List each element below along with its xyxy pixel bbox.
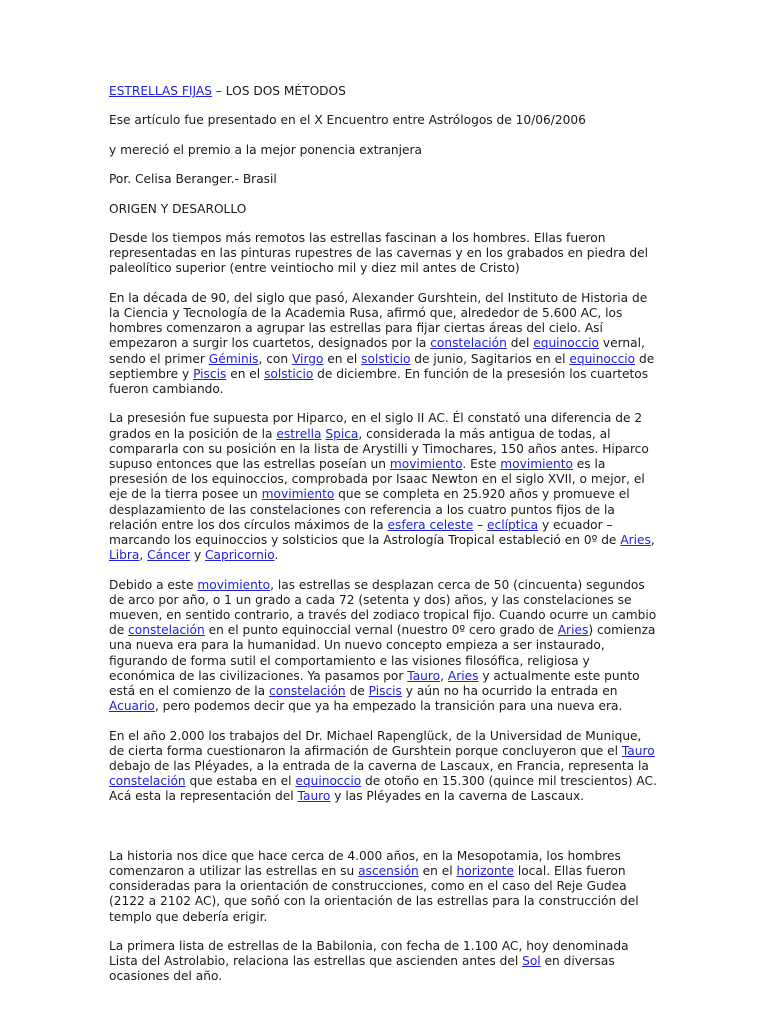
section-title: ORIGEN Y DESAROLLO [109,201,247,216]
text-run: es la presesión de los equinoccios, comprobada por Isaac Newton en el siglo XVII, o mejor, el eje de la tierra posee un [109,456,645,502]
text-run: Desde los tiempos más remotos las estrellas fascinan a los hombres. Ellas fueron representadas en las pinturas rupestres de las cavernas y en los grabados en piedra del paleolítico superior (entre veintiocho mil y diez mil antes de Cristo) [109,230,649,276]
inline-link[interactable]: Tauro [621,743,655,758]
inline-link[interactable]: solsticio [361,351,411,366]
inline-link[interactable]: Acuario [109,699,155,714]
text-run: La presesión fue supuesta por Hiparco, en el siglo II AC. Él constató una diferencia de 2 grados en la posición de la [109,411,643,441]
inline-link[interactable]: constelación [430,336,507,351]
inline-link[interactable]: Piscis [193,366,227,381]
text-run: ) comienza una nueva era para la humanidad. Un nuevo concepto empieza a ser instaurado, figurando de forma sutil el comportamiento e las visiones filosófica, religiosa y económica de las civilizaciones. Ya pasamos por [109,623,656,683]
text-run: que se completa en 25.920 años y promueve el desplazamiento de las constelaciones con referencia a los cuatro puntos fijos de la relación entre los dos círculos máximos de la [109,487,630,532]
document-heading [109,84,659,99]
inline-link[interactable]: Libra [109,548,140,563]
text-run: en el [226,366,265,381]
text-run: de otoño en 15.300 (quince mil trescientos) AC. Acá esta la representación del [109,774,657,804]
blank-gap [109,819,659,849]
text-run: del [506,336,534,351]
inline-link[interactable]: ascensión [358,864,419,878]
text-run: de septiembre y [109,351,655,381]
inline-link[interactable]: Cáncer [147,548,191,563]
text-run: . Este [462,456,501,471]
inline-link[interactable]: horizonte [456,864,514,878]
text-run: que estaba en el [185,774,296,789]
paragraph [109,939,659,985]
text-run: – [473,517,488,532]
inline-link[interactable]: equinoccio [295,774,362,789]
paragraph [109,231,659,277]
inline-link[interactable]: Aries [557,623,589,638]
text-run: , con [258,351,292,366]
text-run: local. Ellas fueron consideradas para la orientación de construcciones, como en el caso del Reje Gudea (2122 a 2102 AC), que soñó con la orientación de las estrellas para la construcción del templo que debería erigir. [109,864,639,924]
inline-link[interactable]: Géminis [208,351,259,366]
heading-text: – LOS DOS MÉTODOS [211,84,346,98]
text-run: , [650,532,655,547]
inline-link[interactable]: movimiento [261,487,335,502]
paragraph [109,411,659,563]
heading-link[interactable]: ESTRELLAS FIJAS [109,84,212,98]
inline-link[interactable]: movimiento [389,456,463,471]
author-line: Por. Celisa Beranger.- Brasil [109,172,277,187]
text-run: En el año 2.000 los trabajos del Dr. Michael Rapenglück, de la Universidad de Munique, de cierta forma cuestionaron la afirmación de Gurshtein porque concluyeron que el [109,728,642,758]
intro-line: Ese artículo fue presentado en el X Encuentro entre Astrólogos de 10/06/2006 [109,113,586,128]
inline-link[interactable]: Aries [620,532,651,547]
inline-link[interactable]: constelación [128,623,205,638]
inline-link[interactable]: movimiento [500,456,573,471]
inline-link[interactable]: estrella [276,426,322,441]
intro-line: y mereció el premio a la mejor ponencia extranjera [109,142,423,157]
inline-link[interactable]: esfera celeste [387,517,474,532]
paragraph [109,578,659,715]
article-paragraphs [109,231,659,985]
text-run: , [440,668,448,683]
text-run: y aún no ha ocurrido la entrada en [401,684,618,698]
inline-link[interactable]: Spica [325,426,359,441]
text-run: La primera lista de estrellas de la Babilonia, con fecha de 1.100 AC, hoy denominada Lista del Astrolabio, relaciona las estrellas que ascienden antes del [109,939,629,969]
inline-link[interactable]: Aries [447,668,479,683]
text-run: . [274,548,279,563]
text-run: de junio, Sagitarios en el [410,351,570,366]
text-run: debajo de las Pléyades, a la entrada de la caverna de Lascaux, en Francia, representa la [109,759,649,773]
text-run: en el [323,351,362,366]
inline-link[interactable]: eclíptica [487,517,539,532]
inline-link[interactable]: solsticio [264,366,314,381]
text-run: de diciembre. En función de la presesión los cuartetos fueron cambiando. [109,366,649,396]
text-run: en el [418,864,457,878]
text-run: En la década de 90, del siglo que pasó, Alexander Gurshtein, del Instituto de Historia de la Ciencia y Tecnología de la Academia Rusa, afirmó que, alrededor de 5.600 AC, los hombres comenzaron a agrupar las estrellas para fijar ciertas áreas del cielo. Así empezaron a surgir los cuartetos, designados por la [109,290,648,351]
text-run: , [139,548,148,563]
text-run: y [190,548,206,563]
inline-link[interactable]: Piscis [368,684,402,698]
inline-link[interactable]: Virgo [291,351,324,366]
text-run: , considerada la más antigua de todas, al compararla con su posición en la lista de Arystilli y Timochares, 150 años antes. Hiparco supuso entonces que las estrellas poseían un [109,426,649,471]
text-run: vernal, sendo el primer [109,336,645,366]
paragraph [109,729,659,805]
text-run: en diversas ocasiones del año. [109,954,615,984]
text-run: y las Pléyades en la caverna de Lascaux. [330,789,585,804]
inline-link[interactable]: constelación [109,774,186,789]
inline-link[interactable]: equinoccio [533,336,599,351]
inline-link[interactable]: movimiento [197,577,271,592]
inline-link[interactable]: Tauro [407,668,441,683]
text-run: en el punto equinoccial vernal (nuestro 0º cero grado de [204,623,558,638]
paragraph [109,849,659,925]
inline-link[interactable]: equinoccio [569,351,636,366]
text-run: Debido a este [109,577,198,592]
inline-link[interactable]: Capricornio [205,548,275,563]
document-body [109,84,659,999]
text-run: , pero podemos decir que ya ha empezado la transición para una nueva era. [154,699,623,714]
inline-link[interactable]: Sol [522,954,541,969]
text-run: y actualmente este punto está en el comienzo de la [109,668,640,698]
inline-link[interactable]: constelación [269,684,346,698]
paragraph [109,291,659,397]
inline-link[interactable]: Tauro [297,789,331,804]
text-run: y ecuador – marcando los equinoccios y solsticios que la Astrología Tropical estableció en 0º de [109,517,621,547]
text-run: de [345,684,369,698]
text-run: La historia nos dice que hace cerca de 4.000 años, en la Mesopotamia, los hombres comenzaron a utilizar las estrellas en su [109,848,621,878]
text-run: , las estrellas se desplazan cerca de 50 (cincuenta) segundos de arco por año, o 1 un grado a cada 72 (setenta y dos) años, y las constelaciones se mueven, en sentido contrario, a través del zodiaco tropical fijo. Cuando ocurre un cambio de [109,577,657,638]
